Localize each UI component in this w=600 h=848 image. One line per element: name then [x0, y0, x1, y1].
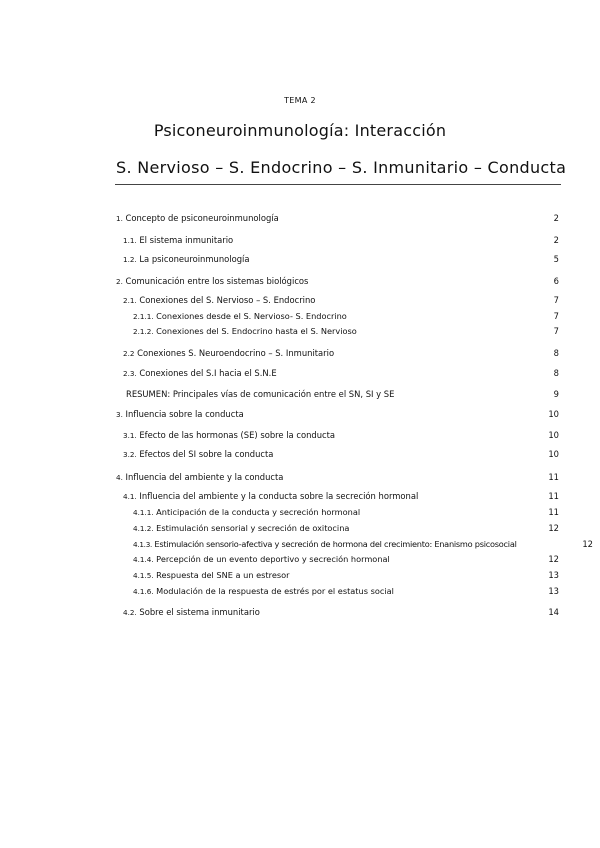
- toc-entry-page: 7: [553, 295, 559, 305]
- toc-entry[interactable]: [0, 429, 600, 441]
- toc-entry-page: 7: [553, 311, 559, 321]
- toc-entry-title: Efecto de las hormonas (SE) sobre la conducta: [136, 430, 336, 440]
- toc-entry[interactable]: [0, 585, 600, 597]
- toc-entry[interactable]: [0, 538, 600, 550]
- toc-entry-page: 12: [548, 554, 559, 564]
- toc-entry-page: 13: [548, 570, 559, 580]
- toc-entry-title: El sistema inmunitario: [136, 235, 234, 245]
- toc-entry-number: 2.1.2.: [133, 327, 154, 336]
- toc-entry-title: Comunicación entre los sistemas biológicos: [122, 276, 309, 286]
- toc-entry[interactable]: [0, 553, 600, 565]
- toc-entry-page: 10: [548, 409, 559, 419]
- toc-entry-title: Conexiones del S. Endocrino hasta el S. Nervioso: [153, 326, 357, 336]
- toc-entry-title: Conexiones del S.I hacia el S.N.E: [136, 368, 277, 378]
- toc-entry-number: 2.1.1.: [133, 312, 154, 321]
- toc-entry-page: 11: [548, 507, 559, 517]
- toc-entry[interactable]: [0, 448, 600, 460]
- toc-entry-title: Modulación de la respuesta de estrés por el estatus social: [153, 586, 394, 596]
- toc-entry[interactable]: [0, 310, 600, 322]
- toc-entry-title: Influencia sobre la conducta: [122, 409, 244, 419]
- toc-entry-number: 1.2.: [123, 255, 137, 264]
- toc-entry-number: 4.1.2.: [133, 524, 154, 533]
- toc-entry-page: 8: [553, 348, 559, 358]
- toc-entry-number: 2.3.: [123, 369, 137, 378]
- toc-entry[interactable]: [0, 275, 600, 287]
- toc-entry-title: Concepto de psiconeuroinmunología: [122, 213, 279, 223]
- toc-entry-page: 10: [548, 449, 559, 459]
- topic-label: TEMA 2: [284, 96, 316, 105]
- toc-entry-number: 4.: [116, 473, 123, 482]
- toc-entry-title: Respuesta del SNE a un estresor: [153, 570, 290, 580]
- toc-entry-number: 1.: [116, 214, 123, 223]
- toc-entry[interactable]: [0, 471, 600, 483]
- toc-entry-title: Estimulación sensorial y secreción de oxitocina: [153, 523, 350, 533]
- toc-entry-page: 10: [548, 430, 559, 440]
- toc-entry[interactable]: [0, 294, 600, 306]
- toc-entry-page: 14: [548, 607, 559, 617]
- toc-entry[interactable]: [0, 408, 600, 420]
- toc-entry-page: 9: [553, 389, 559, 399]
- toc-entry-number: 2.: [116, 277, 123, 286]
- toc-entry-number: 4.2.: [123, 608, 137, 617]
- toc-entry-title: La psiconeuroinmunología: [136, 254, 250, 264]
- toc-entry-page: 2: [553, 213, 559, 223]
- toc-entry[interactable]: [0, 569, 600, 581]
- toc-entry[interactable]: [0, 606, 600, 618]
- toc-entry[interactable]: [0, 388, 600, 400]
- toc-entry-page: 13: [548, 586, 559, 596]
- toc-entry-title: Influencia del ambiente y la conducta sobre la secreción hormonal: [136, 491, 419, 501]
- toc-entry-page: 5: [553, 254, 559, 264]
- toc-entry-number: 4.1.5.: [133, 571, 154, 580]
- toc-entry-page: 2: [553, 235, 559, 245]
- toc-entry-number: 4.1.: [123, 492, 137, 501]
- toc-entry-title: Conexiones del S. Nervioso – S. Endocrino: [136, 295, 316, 305]
- toc-entry-number: 3.: [116, 410, 123, 419]
- toc-entry-title: Sobre el sistema inmunitario: [136, 607, 260, 617]
- toc-entry-page: 12: [582, 539, 593, 549]
- toc-entry[interactable]: [0, 367, 600, 379]
- toc-entry-number: 2.1.: [123, 296, 137, 305]
- toc-entry-number: 4.1.1.: [133, 508, 154, 517]
- toc-entry-page: 8: [553, 368, 559, 378]
- toc-entry-title: Efectos del SI sobre la conducta: [136, 449, 274, 459]
- document-subtitle: S. Nervioso – S. Endocrino – S. Inmunitario – Conducta: [116, 158, 567, 177]
- toc-entry-number: 3.1.: [123, 431, 137, 440]
- toc-entry-page: 7: [553, 326, 559, 336]
- toc-entry-number: 3.2.: [123, 450, 137, 459]
- toc-entry-page: 12: [548, 523, 559, 533]
- document-title: Psiconeuroinmunología: Interacción: [153, 121, 447, 140]
- toc-entry-page: 11: [548, 472, 559, 482]
- toc-entry-number: 4.1.3.: [133, 540, 153, 549]
- toc-entry-number: 1.1.: [123, 236, 137, 245]
- toc-entry-number: 4.1.6.: [133, 587, 154, 596]
- toc-entry[interactable]: [0, 325, 600, 337]
- toc-entry[interactable]: [0, 506, 600, 518]
- toc-entry-page: 11: [548, 491, 559, 501]
- toc-entry-title: RESUMEN: Principales vías de comunicación entre el SN, SI y SE: [126, 389, 395, 399]
- toc-entry[interactable]: [0, 522, 600, 534]
- toc-entry-page: 6: [553, 276, 559, 286]
- toc-entry-title: Influencia del ambiente y la conducta: [122, 472, 284, 482]
- toc-entry[interactable]: [0, 347, 600, 359]
- toc-entry-title: Anticipación de la conducta y secreción hormonal: [153, 507, 361, 517]
- toc-entry-title: Conexiones S. Neuroendocrino – S. Inmunitario: [134, 348, 335, 358]
- toc-entry-title: Conexiones desde el S. Nervioso- S. Endocrino: [153, 311, 347, 321]
- toc-entry[interactable]: [0, 212, 600, 224]
- toc-entry[interactable]: [0, 234, 600, 246]
- toc-entry-number: 4.1.4.: [133, 555, 154, 564]
- toc-entry[interactable]: [0, 253, 600, 265]
- toc-entry-title: Percepción de un evento deportivo y secreción hormonal: [153, 554, 390, 564]
- toc-entry[interactable]: [0, 490, 600, 502]
- toc-entry-number: 2.2: [123, 349, 135, 358]
- toc-entry-title: Estimulación sensorio-afectiva y secreción de hormona del crecimiento: Enanismo psicosocial: [152, 539, 517, 549]
